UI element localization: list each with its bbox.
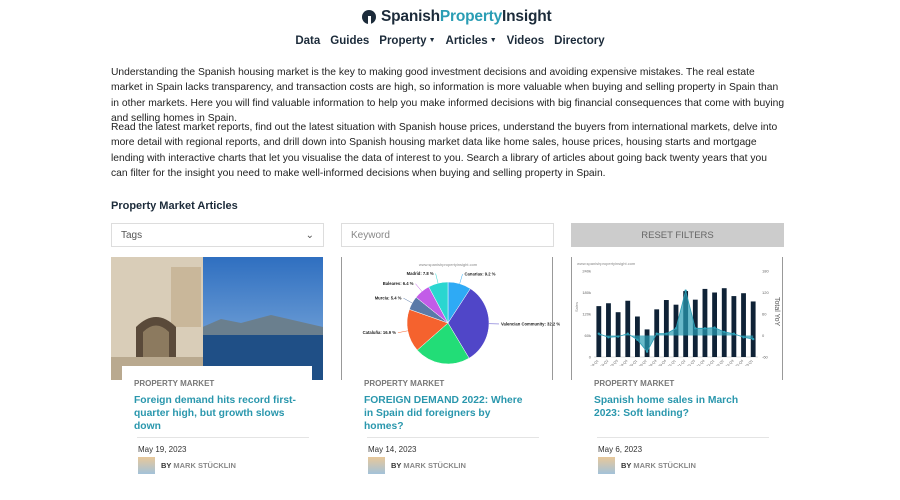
yoy-point — [733, 333, 735, 335]
chevron-down-icon: ⌄ — [305, 229, 314, 241]
sales-bar — [731, 296, 736, 357]
nav-guides[interactable]: Guides — [330, 35, 370, 47]
sales-bar — [741, 293, 746, 357]
yoy-point — [694, 327, 696, 329]
y2-tick-label: -60 — [762, 354, 768, 360]
yoy-point — [684, 290, 686, 292]
logo-icon — [362, 10, 376, 24]
sales-bar — [712, 293, 717, 358]
author-name[interactable]: MARK STÜCKLIN — [173, 461, 236, 470]
sales-bar — [722, 288, 727, 357]
article-author — [138, 457, 300, 474]
sales-bar — [606, 303, 611, 357]
by-label: BY — [161, 461, 172, 470]
yoy-point — [742, 336, 744, 338]
reset-filters-button[interactable] — [571, 223, 784, 247]
keyword-placeholder: Keyword — [351, 229, 390, 241]
pie-leader-line — [398, 331, 408, 333]
y-tick-label: 60k — [584, 333, 591, 338]
sales-bar — [703, 289, 708, 357]
y2-tick-label: 60 — [762, 311, 767, 317]
caret-down-icon: ▼ — [489, 37, 497, 44]
yoy-point — [607, 336, 609, 338]
article-title[interactable]: Foreign demand hits record first-quarter high, but growth slows down — [134, 395, 296, 432]
yoy-point — [627, 333, 629, 335]
main-nav — [0, 35, 900, 47]
sales-bar — [616, 312, 621, 357]
article-title[interactable]: Spanish home sales in March 2023: Soft landing? — [594, 395, 739, 419]
keyword-input[interactable] — [341, 223, 554, 247]
intro-paragraph-1: Understanding the Spanish housing market is the key to making good investment decisions and avoiding expensive mistakes. The real estate market in Spain lacks transparency, and transaction costs are high, so information is more valuable when buying and selling property in Spain than in other markets. Here you will find valuable information to help you make informed decisions with big financial consequences that come with buying and selling homes in Spain. — [111, 67, 785, 125]
section-title: Property Market Articles — [111, 200, 238, 212]
pie-label: Valencian Community: 32.2 % — [500, 321, 561, 327]
article-card[interactable] — [341, 257, 561, 497]
nav-data[interactable]: Data — [295, 35, 321, 47]
y-tick-label: 240k — [582, 268, 591, 274]
nav-directory[interactable]: Directory — [554, 35, 605, 47]
intro-paragraph-2: Read the latest market reports, find out the latest situation with Spanish house prices, understand the buyers from international markets, delve into more detail with regional reports, and drill down into Spanish housing market data like home sales, house prices, housing starts and mortgage lending with interactive charts that let you visualise the data of interest to you. Search a library of articles about going back twenty years that you can filter for the insight you need to make well-informed decisions when buying and selling property in Spain. — [111, 122, 778, 180]
pie-label: Madrid: 7.8 % — [406, 271, 434, 277]
nav-label: Property — [379, 35, 427, 47]
yoy-point — [646, 350, 648, 352]
sales-bar — [625, 301, 630, 357]
by-label: BY — [621, 461, 632, 470]
article-category[interactable]: PROPERTY MARKET — [364, 379, 445, 388]
article-body — [352, 366, 542, 496]
y2-tick-label: 180 — [762, 268, 769, 274]
y2-tick-label: 120 — [762, 290, 769, 295]
divider — [137, 437, 309, 438]
nav-articles[interactable] — [446, 35, 497, 47]
article-author — [598, 457, 760, 474]
logo-text-1: Spanish — [381, 8, 440, 25]
article-body — [122, 366, 312, 496]
yoy-point — [723, 331, 725, 333]
article-category[interactable]: PROPERTY MARKET — [594, 379, 675, 388]
yoy-point — [713, 326, 715, 328]
yoy-point — [675, 327, 677, 329]
article-thumbnail-photo[interactable] — [111, 257, 323, 380]
article-title[interactable]: FOREIGN DEMAND 2022: Where in Spain did foreigners by homes? — [364, 395, 523, 432]
logo-text-2: Property — [439, 8, 503, 25]
article-card[interactable] — [571, 257, 783, 497]
divider — [597, 437, 769, 438]
yoy-point — [704, 327, 706, 329]
sales-bar — [596, 306, 601, 357]
divider — [367, 437, 539, 438]
pie-label: Canarias: 9.2 % — [464, 271, 496, 277]
tags-label: Tags — [121, 229, 143, 241]
sales-bar — [664, 300, 669, 357]
pie-leader-line — [403, 298, 412, 303]
pie-leader-line — [415, 284, 421, 292]
logo-text-3: Insight — [502, 8, 552, 25]
article-thumbnail-pie-chart[interactable] — [341, 257, 561, 380]
article-date: May 19, 2023 — [138, 445, 187, 454]
yoy-point — [598, 333, 600, 335]
yoy-point — [752, 338, 754, 340]
watermark: www.spanishpropertyinsight.com — [418, 262, 478, 267]
avatar — [138, 457, 155, 474]
y-tick-label: 180k — [582, 290, 591, 295]
caret-down-icon: ▼ — [428, 37, 436, 44]
article-card[interactable] — [111, 257, 323, 497]
article-thumbnail-bar-chart[interactable] — [571, 257, 783, 380]
pie-leader-line — [436, 274, 438, 284]
pie-label: Murcia: 5.4 % — [374, 295, 402, 301]
nav-videos[interactable]: Videos — [506, 35, 545, 47]
y-tick-label: 120k — [582, 311, 591, 317]
nav-property[interactable] — [379, 35, 435, 47]
author-name[interactable]: MARK STÜCKLIN — [403, 461, 466, 470]
yoy-point — [656, 333, 658, 335]
article-body — [582, 366, 772, 496]
article-author — [368, 457, 530, 474]
y2-axis-label: Total YoY — [773, 297, 780, 327]
yoy-point — [617, 335, 619, 337]
avatar — [368, 457, 385, 474]
article-date: May 14, 2023 — [368, 445, 417, 454]
yoy-point — [636, 339, 638, 341]
sales-bar — [751, 301, 756, 357]
pie-leader-line — [460, 274, 463, 284]
watermark: www.spanishpropertyinsight.com — [577, 261, 636, 266]
nav-label: Articles — [445, 35, 488, 47]
tags-select[interactable] — [111, 223, 324, 247]
y2-tick-label: 0 — [762, 333, 765, 338]
site-logo[interactable] — [362, 8, 551, 26]
y-tick-label: 0 — [588, 354, 591, 360]
article-date: May 6, 2023 — [598, 445, 643, 454]
yoy-point — [665, 333, 667, 335]
author-name[interactable]: MARK STÜCKLIN — [633, 461, 696, 470]
by-label: BY — [391, 461, 402, 470]
article-category[interactable]: PROPERTY MARKET — [134, 379, 215, 388]
pie-label: Baleares: 6.4 % — [382, 281, 414, 287]
reset-label: RESET FILTERS — [641, 229, 714, 241]
pie-label: Cataluña: 16.9 % — [362, 330, 396, 336]
avatar — [598, 457, 615, 474]
y-axis-label: Sales — [574, 301, 579, 312]
